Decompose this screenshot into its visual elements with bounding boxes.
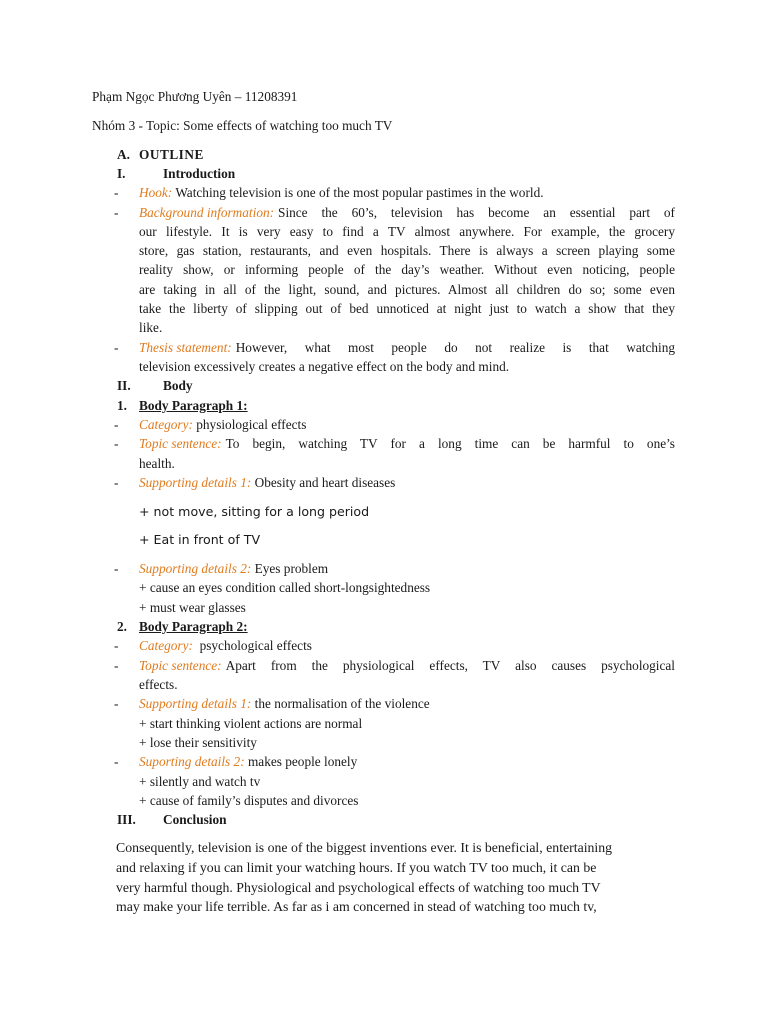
conclusion-line-4: may make your life terrible. As far as i am concerned in stead of watching too much tv, bbox=[116, 899, 597, 915]
topic-line: Nhóm 3 - Topic: Some effects of watching too much TV bbox=[92, 118, 393, 133]
bullet-dash: - bbox=[114, 185, 119, 200]
bullet-dash: - bbox=[114, 340, 119, 355]
background-text-7: like. bbox=[139, 320, 163, 335]
thesis-label: Thesis statement: bbox=[139, 340, 232, 355]
para1-sd2-point-1: + cause an eyes condition called short-longsightedness bbox=[139, 580, 431, 595]
para2-topic-label: Topic sentence: bbox=[139, 658, 222, 673]
intro-marker: I. bbox=[117, 166, 126, 181]
para1-category bbox=[139, 415, 306, 434]
para1-sd2-text: Eyes problem bbox=[251, 561, 329, 576]
para2-sd2-point-1: + silently and watch tv bbox=[139, 774, 261, 789]
para1-sd1-text: Obesity and heart diseases bbox=[251, 475, 396, 490]
hook-label: Hook: bbox=[139, 185, 173, 200]
conclusion-line-1: Consequently, television is one of the biggest inventions ever. It is beneficial, entertaining bbox=[116, 840, 613, 855]
thesis-line-1 bbox=[139, 338, 675, 357]
bullet-dash: - bbox=[114, 754, 119, 769]
para2-sd1-label: Supporting details 1: bbox=[139, 696, 252, 711]
outline-heading: OUTLINE bbox=[139, 147, 204, 162]
para1-topic-label: Topic sentence: bbox=[139, 436, 222, 451]
thesis-text-1: However, what most people do not realize is that watching bbox=[235, 340, 675, 355]
para1-sd1 bbox=[139, 473, 395, 492]
para2-sd1 bbox=[139, 694, 430, 713]
para1-sd2-point-2: + must wear glasses bbox=[139, 600, 246, 615]
para2-sd2-text: makes people lonely bbox=[244, 754, 358, 769]
background-text-3: store, gas station, restaurants, and even hospitals. There is always a screen playing some bbox=[139, 243, 675, 258]
background-line-1 bbox=[139, 203, 675, 222]
bullet-dash: - bbox=[114, 638, 119, 653]
conclusion-line-2: and relaxing if you can limit your watching hours. If you watch TV too much, it can be bbox=[116, 859, 597, 875]
para1-sd1-point-1: + not move, sitting for a long period bbox=[139, 504, 370, 519]
para2-sd2-point-2: + cause of family’s disputes and divorces bbox=[139, 793, 359, 808]
thesis-text-2: television excessively creates a negative effect on the body and mind. bbox=[139, 359, 510, 374]
bullet-dash: - bbox=[114, 696, 119, 711]
para2-sd1-point-1: + start thinking violent actions are normal bbox=[139, 716, 363, 731]
bullet-dash: - bbox=[114, 436, 119, 451]
conclusion-line-3: very harmful though. Physiological and psychological effects of watching too much TV bbox=[116, 879, 601, 895]
para2-category-label: Category: bbox=[139, 638, 193, 653]
para1-sd2 bbox=[139, 559, 328, 578]
author-line: Phạm Ngọc Phương Uyên – 11208391 bbox=[92, 89, 298, 104]
para2-marker: 2. bbox=[117, 619, 127, 634]
para1-sd2-label: Supporting details 2: bbox=[139, 561, 252, 576]
conclusion-heading: Conclusion bbox=[163, 812, 227, 827]
background-label: Background information: bbox=[139, 205, 275, 220]
bullet-dash: - bbox=[114, 561, 119, 576]
para1-topic-text-2: health. bbox=[139, 456, 175, 471]
conclusion-marker: III. bbox=[117, 812, 136, 827]
bullet-dash: - bbox=[114, 658, 119, 673]
para1-marker: 1. bbox=[117, 398, 127, 413]
para1-sd1-point-2: + Eat in front of TV bbox=[139, 532, 261, 547]
para2-sd2-label: Suporting details 2: bbox=[139, 754, 245, 769]
body-marker: II. bbox=[117, 378, 131, 393]
para2-topic-line-1 bbox=[139, 656, 675, 675]
para1-category-text: physiological effects bbox=[192, 417, 307, 432]
bullet-dash: - bbox=[114, 475, 119, 490]
para2-topic-text-1: Apart from the physiological effects, TV also causes psychological bbox=[225, 658, 675, 673]
para1-topic-line-1 bbox=[139, 434, 675, 453]
bullet-dash: - bbox=[114, 205, 119, 220]
para2-topic-text-2: effects. bbox=[139, 677, 178, 692]
conclusion-paragraph bbox=[116, 838, 676, 917]
para1-topic-text-1: To begin, watching TV for a long time can be harmful to one’s bbox=[225, 436, 675, 451]
para2-heading: Body Paragraph 2: bbox=[139, 619, 248, 634]
para1-sd1-label: Supporting details 1: bbox=[139, 475, 252, 490]
background-text-5: are taking in all of the light, sound, and pictures. Almost all children do so; some even bbox=[139, 282, 675, 297]
para1-category-label: Category: bbox=[139, 417, 193, 432]
intro-heading: Introduction bbox=[163, 166, 236, 181]
body-heading: Body bbox=[163, 378, 193, 393]
background-text-4: reality show, or informing people of the day’s weather. Without even noticing, people bbox=[139, 262, 675, 277]
background-text-6: take the liberty of slipping out of bed unnoticed at night just to watch a show that they bbox=[139, 301, 675, 316]
background-text-1: Since the 60’s, television has become an essential part of bbox=[278, 205, 675, 220]
hook-text: Watching television is one of the most popular pastimes in the world. bbox=[172, 185, 544, 200]
para2-sd1-point-2: + lose their sensitivity bbox=[139, 735, 257, 750]
para2-category bbox=[139, 636, 312, 655]
para2-category-text: psychological effects bbox=[192, 638, 312, 653]
para1-heading: Body Paragraph 1: bbox=[139, 398, 248, 413]
bullet-dash: - bbox=[114, 417, 119, 432]
background-text-2: our lifestyle. It is very easy to find a TV almost anywhere. For example, the grocery bbox=[139, 224, 675, 239]
hook-item bbox=[139, 183, 544, 202]
outline-marker: A. bbox=[117, 147, 130, 162]
para2-sd2 bbox=[139, 752, 357, 771]
para2-sd1-text: the normalisation of the violence bbox=[251, 696, 430, 711]
